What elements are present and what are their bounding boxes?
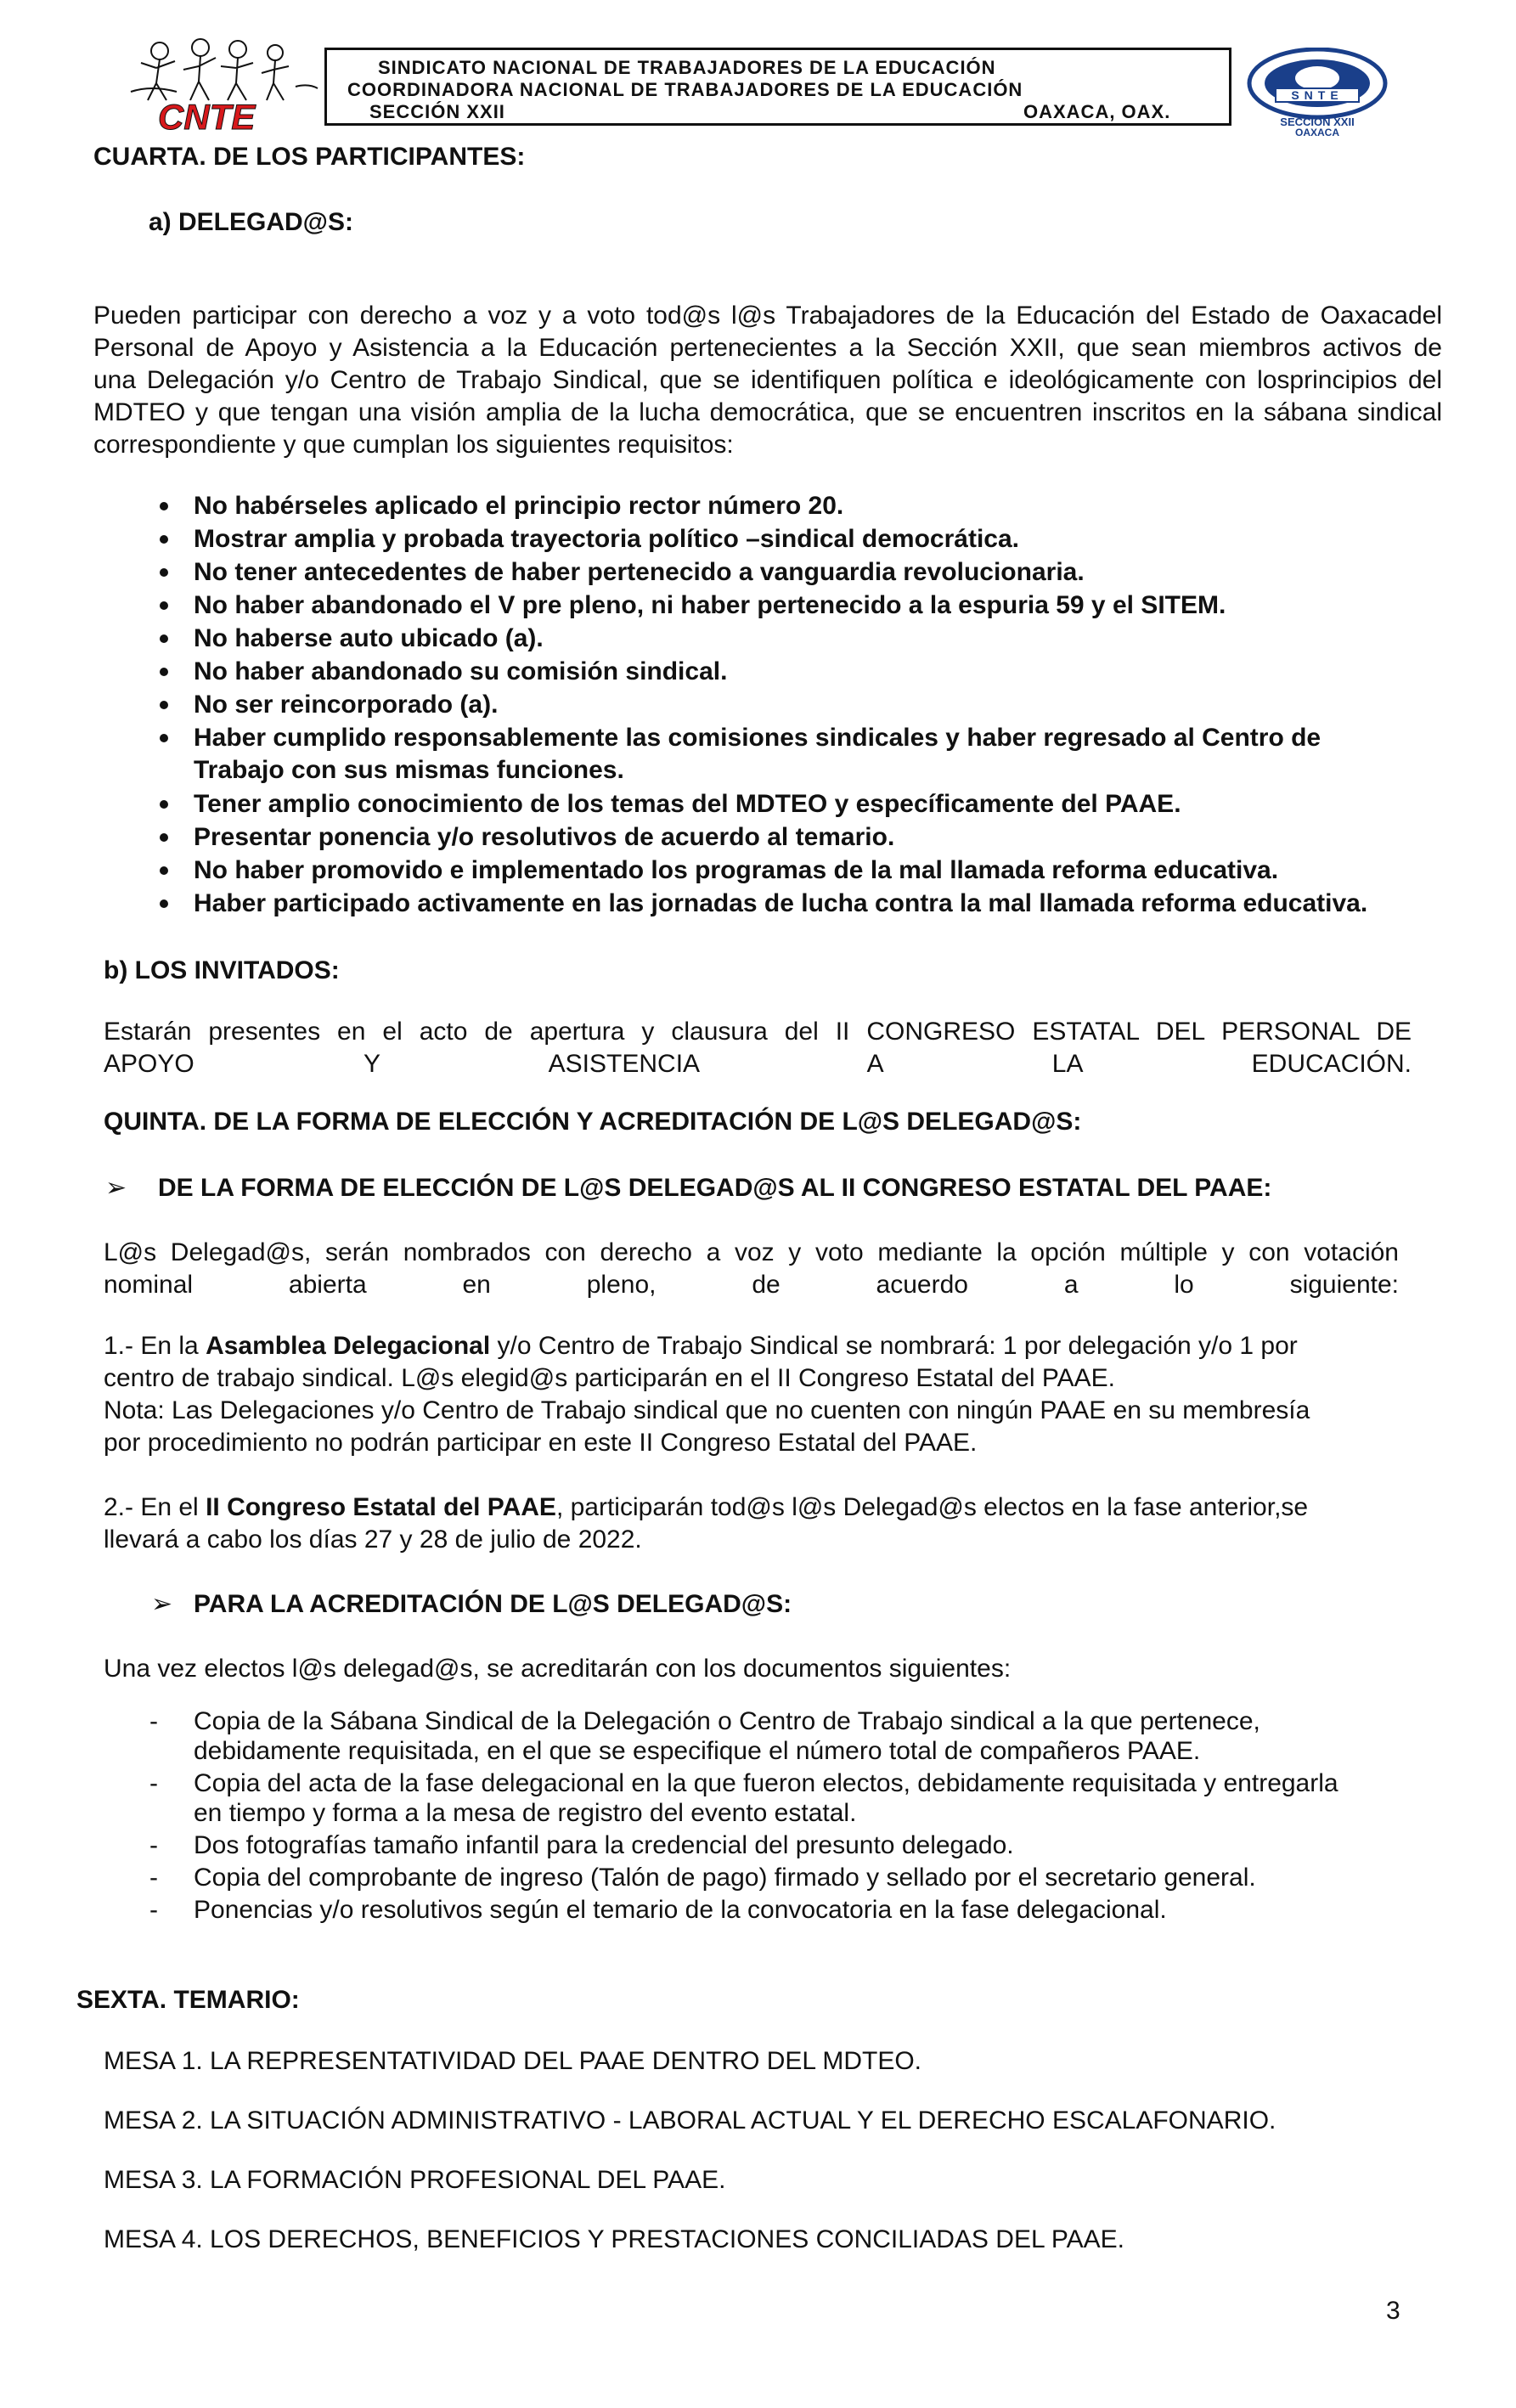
document-item-continuation: debidamente requisitada, en el que se especifique el número total de compañeros PAAE. [194,1737,1201,1765]
procedure-step-1-line2: centro de trabajo sindical. L@s elegid@s participarán en el II Congreso Estatal del PAAE. [104,1364,1115,1392]
procedure-step-2 [104,1492,1308,1524]
dash-bullet-icon: - [149,1864,158,1892]
temario-mesa: MESA 2. LA SITUACIÓN ADMINISTRATIVO - LABORAL ACTUAL Y EL DERECHO ESCALAFONARIO. [104,2106,1276,2134]
document-item: Copia de la Sábana Sindical de la Delegación o Centro de Trabajo sindical a la que pertenece, [194,1707,1260,1735]
paragraph-line: Pueden participar con derecho a voz y a voto tod@s l@s Trabajadores de la Educación del Estado de Oaxacadel [93,302,1442,330]
bullet-icon [160,833,168,842]
snte-logo-text: SNTE [1291,88,1344,102]
quinta-intro [104,1237,1399,1301]
temario-mesa: MESA 3. LA FORMACIÓN PROFESIONAL DEL PAAE. [104,2166,726,2194]
procedure-step-2-line2: llevará a cabo los días 27 y 28 de julio de 2022. [104,1525,642,1554]
snte-seal-logo [1242,48,1393,136]
snte-logo-sub2: OAXACA [1294,127,1340,136]
temario-mesa: MESA 4. LOS DERECHOS, BENEFICIOS Y PRESTACIONES CONCILIADAS DEL PAAE. [104,2225,1125,2253]
step-2-prefix: 2.- En el [104,1493,206,1521]
bullet-icon [160,568,168,577]
paragraph-line: APOYO Y ASISTENCIA A LA EDUCACIÓN. [104,1050,1412,1078]
paragraph-line: Personal de Apoyo y Asistencia a la Educación pertenecientes a la Sección XXII, que sean miembros activos de [93,334,1442,362]
dash-bullet-icon: - [149,1831,158,1859]
requirement-item: No haber abandonado el V pre pleno, ni haber pertenecido a la espuria 59 y el SITEM. [194,591,1226,619]
requirement-item: No tener antecedentes de haber pertenecido a vanguardia revolucionaria. [194,558,1085,586]
acreditacion-subtitle: PARA LA ACREDITACIÓN DE L@S DELEGAD@S: [194,1590,792,1618]
temario-mesa: MESA 1. LA REPRESENTATIVIDAD DEL PAAE DENTRO DEL MDTEO. [104,2047,922,2075]
document-item: Dos fotografías tamaño infantil para la credencial del presunto delegado. [194,1831,1014,1859]
header-section: SECCIÓN XXII [369,101,505,122]
sexta-title: SEXTA. TEMARIO: [76,1986,300,2014]
snte-logo-sub1: SECCION XXII [1280,116,1355,128]
step-2-bold: II Congreso Estatal del PAAE [206,1493,556,1521]
step-1-prefix: 1.- En la [104,1332,206,1360]
bullet-icon [160,800,168,809]
document-item: Copia del comprobante de ingreso (Talón de pago) firmado y sellado por el secretario general. [194,1864,1256,1892]
step-1-rest: y/o Centro de Trabajo Sindical se nombrará: 1 por delegación y/o 1 por [490,1332,1298,1360]
bullet-icon [160,634,168,643]
page-number: 3 [1386,2297,1400,2325]
bullet-icon [160,601,168,610]
cuarta-paragraph [93,300,1442,461]
invitados-paragraph [104,1016,1412,1080]
step-2-rest: , participarán tod@s l@s Delegad@s electos en la fase anterior,se [555,1493,1309,1521]
eleccion-subtitle: DE LA FORMA DE ELECCIÓN DE L@S DELEGAD@S AL II CONGRESO ESTATAL DEL PAAE: [158,1174,1272,1202]
acreditacion-intro: Una vez electos l@s delegad@s, se acreditarán con los documentos siguientes: [104,1655,1012,1683]
bullet-icon [160,734,168,742]
nota-line-1: Nota: Las Delegaciones y/o Centro de Trabajo sindical que no cuenten con ningún PAAE en su membresía [104,1396,1310,1424]
requirement-item: No haber promovido e implementado los programas de la mal llamada reforma educativa. [194,856,1279,884]
cnte-logo-text: CNTE [158,97,256,134]
cuarta-title: CUARTA. DE LOS PARTICIPANTES: [93,143,526,171]
requirement-item: Haber cumplido responsablemente las comisiones sindicales y haber regresado al Centro de [194,724,1322,752]
requirement-item: No haber abandonado su comisión sindical. [194,657,728,685]
requirement-item: Presentar ponencia y/o resolutivos de acuerdo al temario. [194,823,895,851]
bullet-icon [160,535,168,544]
cnte-logo [126,32,321,134]
requirement-item: Tener amplio conocimiento de los temas del MDTEO y específicamente del PAAE. [194,790,1181,818]
requirement-item: Mostrar amplia y probada trayectoria político –sindical democrática. [194,525,1019,553]
paragraph-line: una Delegación y/o Centro de Trabajo Sindical, que se identifiquen política e ideológicamente con losprincipios del [93,366,1442,394]
paragraph-line: Estarán presentes en el acto de apertura y clausura del II CONGRESO ESTATAL DEL PERSONAL DE [104,1018,1412,1046]
paragraph-line: L@s Delegad@s, serán nombrados con derecho a voz y voto mediante la opción múltiple y con votación [104,1238,1399,1266]
requirement-item-continuation: Trabajo con sus mismas funciones. [194,756,624,784]
nota-line-2: por procedimiento no podrán participar en este II Congreso Estatal del PAAE. [104,1429,978,1457]
bullet-icon [160,668,168,676]
bullet-icon [160,701,168,709]
header-box [324,48,1231,126]
arrow-bullet-icon: ➢ [151,1590,173,1618]
procedure-step-1 [104,1330,1298,1362]
document-item: Ponencias y/o resolutivos según el temario de la convocatoria en la fase delegacional. [194,1896,1167,1924]
dash-bullet-icon: - [149,1707,158,1735]
invitados-subtitle: b) LOS INVITADOS: [104,956,340,984]
document-item-continuation: en tiempo y forma a la mesa de registro del evento estatal. [194,1799,857,1827]
dash-bullet-icon: - [149,1769,158,1797]
quinta-title: QUINTA. DE LA FORMA DE ELECCIÓN Y ACREDITACIÓN DE L@S DELEGAD@S: [104,1108,1082,1136]
document-item: Copia del acta de la fase delegacional en la que fueron electos, debidamente requisitada y entregarla [194,1769,1338,1797]
requirement-item: Haber participado activamente en las jornadas de lucha contra la mal llamada reforma educativa. [194,889,1368,917]
header-location: OAXACA, OAX. [1023,101,1171,122]
dash-bullet-icon: - [149,1896,158,1924]
bullet-icon [160,866,168,875]
requirement-item: No habérseles aplicado el principio rector número 20. [194,492,844,520]
arrow-bullet-icon: ➢ [105,1174,127,1202]
paragraph-line: nominal abierta en pleno, de acuerdo a lo siguiente: [104,1271,1399,1299]
requirement-item: No ser reincorporado (a). [194,691,499,719]
header-line-2: COORDINADORA NACIONAL DE TRABAJADORES DE LA EDUCACIÓN [347,79,1023,100]
paragraph-line: MDTEO y que tengan una visión amplia de la lucha democrática, que se encuentren inscritos en la sábana sindical [93,398,1442,426]
bullet-icon [160,899,168,908]
step-1-bold: Asamblea Delegacional [206,1332,491,1360]
requirement-item: No haberse auto ubicado (a). [194,624,544,652]
delegados-subtitle: a) DELEGAD@S: [149,208,353,236]
paragraph-line: correspondiente y que cumplan los siguientes requisitos: [93,431,734,459]
bullet-icon [160,502,168,510]
header-line-1: SINDICATO NACIONAL DE TRABAJADORES DE LA EDUCACIÓN [378,57,996,78]
